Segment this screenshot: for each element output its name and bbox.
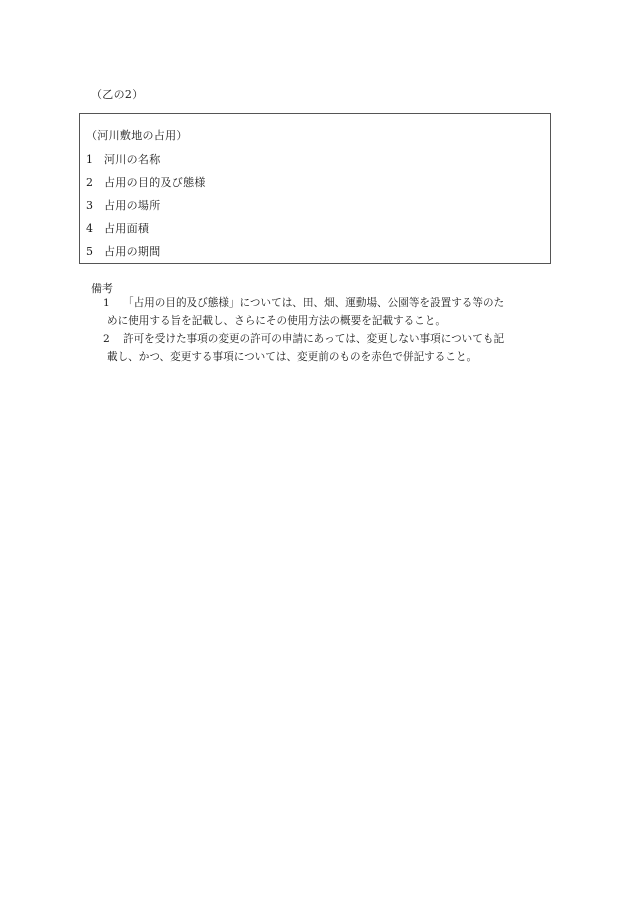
remark-text-line1: 許可を受けた事項の変更の許可の申請にあっては、変更しない事項についても記 [123, 333, 505, 345]
form-item-number: 1 [86, 153, 94, 166]
remark-continuation [107, 348, 477, 366]
form-item-number: 4 [86, 222, 94, 235]
form-item-number: 5 [86, 245, 94, 258]
remark-continuation [107, 312, 446, 330]
form-label: （乙の2） [91, 88, 144, 101]
form-item [86, 174, 206, 190]
remark-text-line1: 「占用の目的及び態様」については、田、畑、運動場、公園等を設置する等のた [123, 297, 505, 309]
remark-text-line2: めに使用する旨を記載し、さらにその使用方法の概要を記載すること。 [107, 315, 446, 327]
form-item-label: 占用の目的及び態様 [104, 176, 206, 189]
form-item-number: 3 [86, 199, 94, 212]
form-item-label: 河川の名称 [104, 153, 161, 166]
remark-number: 2 [103, 333, 110, 345]
box-title: （河川敷地の占用） [86, 129, 188, 142]
form-item [86, 243, 161, 259]
form-item [86, 197, 161, 213]
form-item [86, 151, 161, 167]
form-item-number: 2 [86, 176, 94, 189]
form-item-label: 占用の期間 [104, 245, 161, 258]
form-item-label: 占用の場所 [104, 199, 161, 212]
remark-number: 1 [103, 297, 110, 309]
remark-text-line2: 載し、かつ、変更する事項については、変更前のものを赤色で併記すること。 [107, 351, 478, 363]
form-item-label: 占用面積 [104, 222, 150, 235]
form-item [86, 220, 149, 236]
remark-item [103, 330, 504, 348]
remarks-title: 備考 [91, 282, 113, 295]
remark-item [103, 294, 504, 312]
form-box [79, 113, 551, 264]
